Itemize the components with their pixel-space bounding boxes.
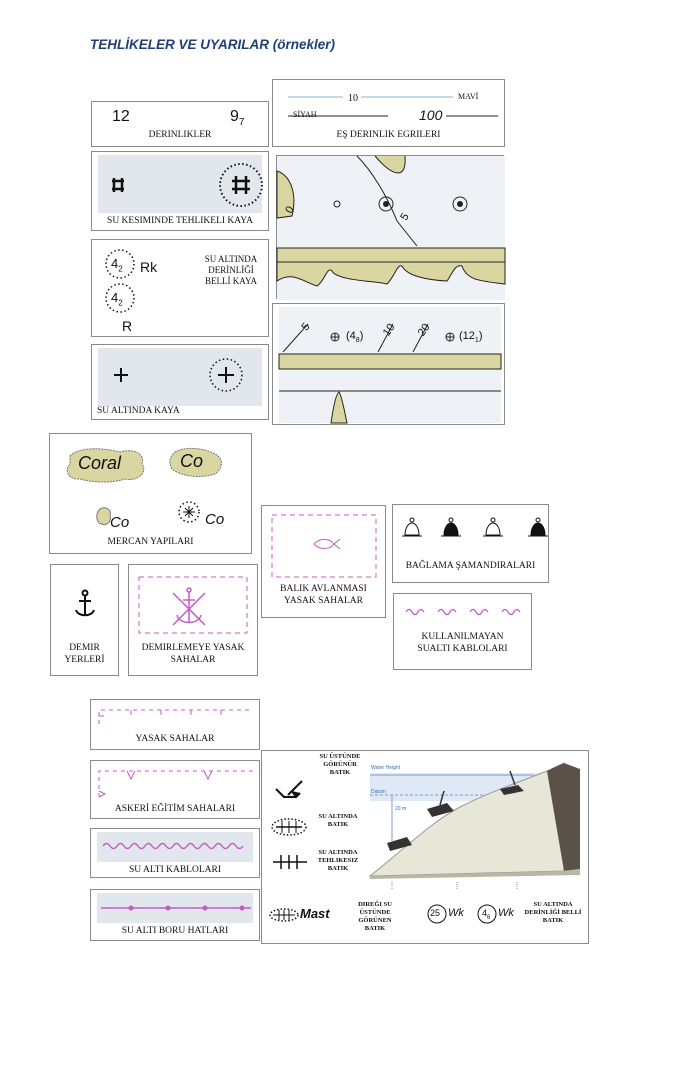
contour-blue-label: MAVİ bbox=[458, 92, 479, 101]
awash-rock-icon bbox=[112, 178, 124, 192]
safe-wreck-icon bbox=[273, 855, 307, 869]
wreck-depth-2-sub: 6 bbox=[487, 914, 491, 921]
mooring-buoys-box bbox=[392, 504, 549, 583]
coast-diagram-graphic bbox=[277, 156, 505, 300]
depth-diagram-box bbox=[272, 303, 505, 425]
rk-label: Rk bbox=[140, 259, 158, 275]
disused-cables-caption: KULLANILMAYAN SUALTI KABLOLARI bbox=[417, 632, 508, 654]
wk-label-1: Wk bbox=[448, 907, 464, 919]
plus-circled-icon bbox=[210, 359, 242, 391]
depth-sounding-2: $(12_1)$ bbox=[459, 330, 483, 345]
page-title: TEHLİKELER VE UYARILAR (örnekler) bbox=[90, 37, 336, 52]
sounding-2-sub: 1 bbox=[474, 337, 479, 345]
depth-contour-5: 5 bbox=[299, 320, 313, 334]
depth-value-12: 12 bbox=[112, 108, 130, 125]
underwater-rock-caption: SU ALTINDA KAYA bbox=[97, 406, 180, 416]
prohibited-box bbox=[90, 699, 260, 750]
water-height-label: Water Height bbox=[371, 765, 400, 771]
underwater-rock-box bbox=[91, 344, 269, 420]
coast-contour-5: 5 bbox=[398, 211, 412, 223]
contour-100-label: 100 bbox=[419, 107, 443, 123]
plus-icon bbox=[114, 368, 128, 382]
mast-wreck-label: DIREĞI SU ÜSTÜNDE GÖRÜNEN BATIK bbox=[358, 901, 392, 932]
known-depth-wreck-label: SU ALTINDA DERİNLİĞİ BELLİ BATIK bbox=[524, 901, 582, 924]
buoy-icon bbox=[528, 518, 548, 536]
coral-star-icon bbox=[179, 502, 199, 522]
rock-depth-1-main: 4 bbox=[111, 256, 119, 271]
no-anchor-icon bbox=[173, 588, 205, 625]
contour-10-label: 10 bbox=[348, 93, 358, 104]
sounding-1-sub: 8 bbox=[355, 337, 360, 345]
coast-diagram-box bbox=[276, 155, 504, 299]
awash-rock-box bbox=[91, 151, 269, 231]
submerged-wreck-icon bbox=[272, 819, 306, 835]
coast-contour-0: 0 bbox=[283, 204, 297, 216]
known-depth-rock-caption: SU ALTINDA DERİNLİĞİ BELLİ KAYA bbox=[204, 254, 258, 286]
seabed-illustration bbox=[370, 763, 580, 889]
prohibited-caption: YASAK SAHALAR bbox=[135, 734, 215, 744]
buoy-icon bbox=[402, 518, 422, 536]
contours-caption: EŞ DERINLIK EGRILERI bbox=[336, 130, 441, 140]
wrecks-box bbox=[261, 750, 589, 944]
visible-wreck-label: SU ÜSTÜNDE GÖRÜNÜR BATIK bbox=[319, 753, 361, 776]
co-label-3: Co bbox=[205, 511, 225, 528]
coral-box bbox=[49, 433, 252, 554]
cables-caption: SU ALTI KABLOLARI bbox=[128, 865, 221, 875]
rock-depth-2-main: 4 bbox=[111, 290, 119, 305]
sounding-2-main: 12 bbox=[462, 330, 475, 342]
coral-label: Coral bbox=[78, 453, 122, 473]
disused-cable-icon bbox=[406, 610, 520, 615]
pipelines-box bbox=[90, 889, 260, 941]
depths-box bbox=[91, 101, 269, 147]
depth-sub-7: 7 bbox=[238, 117, 245, 129]
fishing-caption: BALIK AVLANMASI YASAK SAHALAR bbox=[280, 584, 367, 606]
wreck-depth-4-6 bbox=[482, 908, 490, 921]
fishing-box bbox=[261, 505, 386, 618]
anchorage-caption: DEMIR YERLERİ bbox=[64, 643, 105, 665]
co-label-2: Co bbox=[110, 514, 130, 531]
military-box bbox=[90, 760, 260, 819]
disused-cables-box bbox=[393, 593, 532, 670]
buoy-icon bbox=[483, 518, 503, 536]
sounding-1-main: 4 bbox=[349, 330, 356, 342]
awash-rock-caption: SU KESIMINDE TEHLIKELI KAYA bbox=[107, 216, 253, 226]
depth-sounding-1: $(4_8)$ bbox=[346, 330, 364, 345]
pipelines-caption: SU ALTI BORU HATLARI bbox=[121, 926, 229, 936]
depth-value-9-7 bbox=[230, 108, 244, 128]
rock-depth-1 bbox=[111, 256, 123, 274]
anchorage-box bbox=[50, 564, 119, 676]
wreck-depth-2-main: 4 bbox=[482, 908, 488, 918]
military-caption: ASKERİ EĞİTİM SAHALARI bbox=[114, 804, 236, 814]
coral-caption: MERCAN YAPILARI bbox=[107, 537, 194, 547]
no-anchoring-caption: DEMIRLEMEYE YASAK SAHALAR bbox=[141, 643, 245, 665]
submerged-wreck-label: SU ALTINDA BATIK bbox=[318, 813, 358, 828]
no-anchoring-box bbox=[128, 564, 258, 676]
r-label: R bbox=[122, 318, 133, 334]
rock-depth-2-sub: 2 bbox=[118, 298, 123, 308]
awash-rock-circled-icon bbox=[220, 164, 262, 206]
depth-value-9: 9 bbox=[230, 108, 239, 125]
depth-contour-20: 20 bbox=[415, 321, 433, 339]
mooring-buoys-caption: BAĞLAMA ŞAMANDIRALARI bbox=[405, 561, 536, 571]
rock-depth-2 bbox=[111, 290, 123, 308]
visible-wreck-icon bbox=[276, 781, 302, 797]
fish-icon bbox=[314, 539, 340, 549]
contours-box bbox=[272, 79, 505, 147]
contour-black-label: SİYAH bbox=[293, 110, 317, 119]
depth-contour-10: 10 bbox=[380, 321, 398, 339]
datum-label: Datum bbox=[371, 789, 386, 795]
depths-caption: DERINLIKLER bbox=[148, 130, 212, 140]
known-depth-rock-box bbox=[91, 239, 269, 337]
wreck-depth-25: 25 bbox=[430, 908, 441, 918]
wk-label-2: Wk bbox=[498, 907, 514, 919]
rock-depth-1-sub: 2 bbox=[118, 264, 123, 274]
safe-wreck-label: SU ALTINDA TEHLIKESIZ BATIK bbox=[317, 849, 359, 872]
cables-box bbox=[90, 828, 260, 878]
anchor-icon bbox=[76, 591, 94, 616]
co-label-1: Co bbox=[180, 451, 204, 471]
cable-icon bbox=[103, 844, 243, 849]
depth-20m-label: 20 m bbox=[395, 806, 407, 812]
mast-wreck-icon bbox=[270, 909, 298, 921]
buoy-icon bbox=[441, 518, 461, 536]
mast-label: Mast bbox=[300, 906, 330, 921]
